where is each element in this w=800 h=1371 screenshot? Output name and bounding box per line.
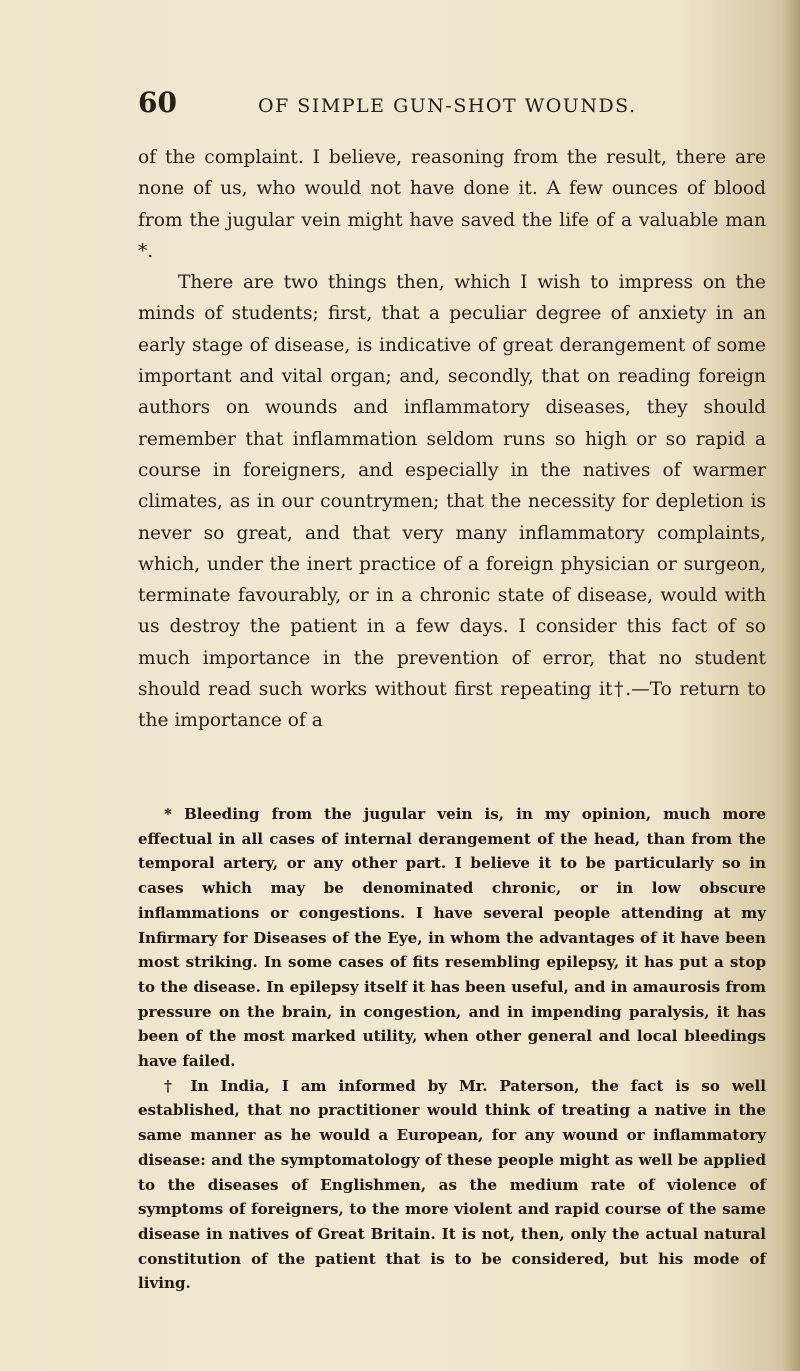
- footnotes: [138, 802, 766, 1296]
- paragraph-continued: of the complaint. I believe, reasoning from the result, there are none of us, who would not have done it. A few ounces of blood from the jugular vein might have saved the life of a valuable man *.: [138, 147, 766, 262]
- footnote-dagger: † In India, I am informed by Mr. Paterson, the fact is so well established, that no practitioner would think of treating a native in the same manner as he would a European, for any wound or inflammatory disease: and the symptomatology of these people might as well be applied to the diseases of Englishmen, as the medium rate of violence of symptoms of foreigners, to the more violent and rapid course of the same disease in natives of Great Britain. It is not, then, only the actual natural constitution of the patient that is to be considered, but his mode of living.: [138, 1076, 766, 1293]
- paragraph: There are two things then, which I wish to impress on the minds of students; first, that a peculiar degree of anxiety in an early stage of disease, is indicative of great derangement of some important and vital organ; and, secondly, that on reading foreign authors on wounds and inflammatory diseases, they should remember that inflammation seldom runs so high or so rapid a course in foreigners, and especially in the natives of warmer climates, as in our countrymen; that the necessity for depletion is never so great, and that very many inflammatory complaints, which, under the inert practice of a foreign physician or surgeon, terminate favourably, or in a chronic state of disease, would with us destroy the patient in a few days. I consider this fact of so much importance in the prevention of error, that no student should read such works without first repeating it†.—To return to the importance of a: [138, 272, 766, 732]
- footnote-asterisk: * Bleeding from the jugular vein is, in my opinion, much more effectual in all cases of internal derangement of the head, than from the temporal artery, or any other part. I believe it to be particularly so in cases which may be denominated chronic, or in low obscure inflammations or congestions. I have several people attending at my Infirmary for Diseases of the Eye, in whom the advantages of it have been most striking. In some cases of fits resembling epilepsy, it has put a stop to the disease. In epilepsy itself it has been useful, and in amaurosis from pressure on the brain, in congestion, and in impending paralysis, it has been of the most marked utility, when other general and local bleedings have failed.: [138, 805, 766, 1071]
- running-head: OF SIMPLE GUN-SHOT WOUNDS.: [258, 95, 637, 117]
- page-number: 60: [138, 86, 177, 119]
- page-header: [0, 86, 800, 126]
- main-text: [138, 142, 766, 737]
- page-edge-shadow: [782, 0, 800, 1371]
